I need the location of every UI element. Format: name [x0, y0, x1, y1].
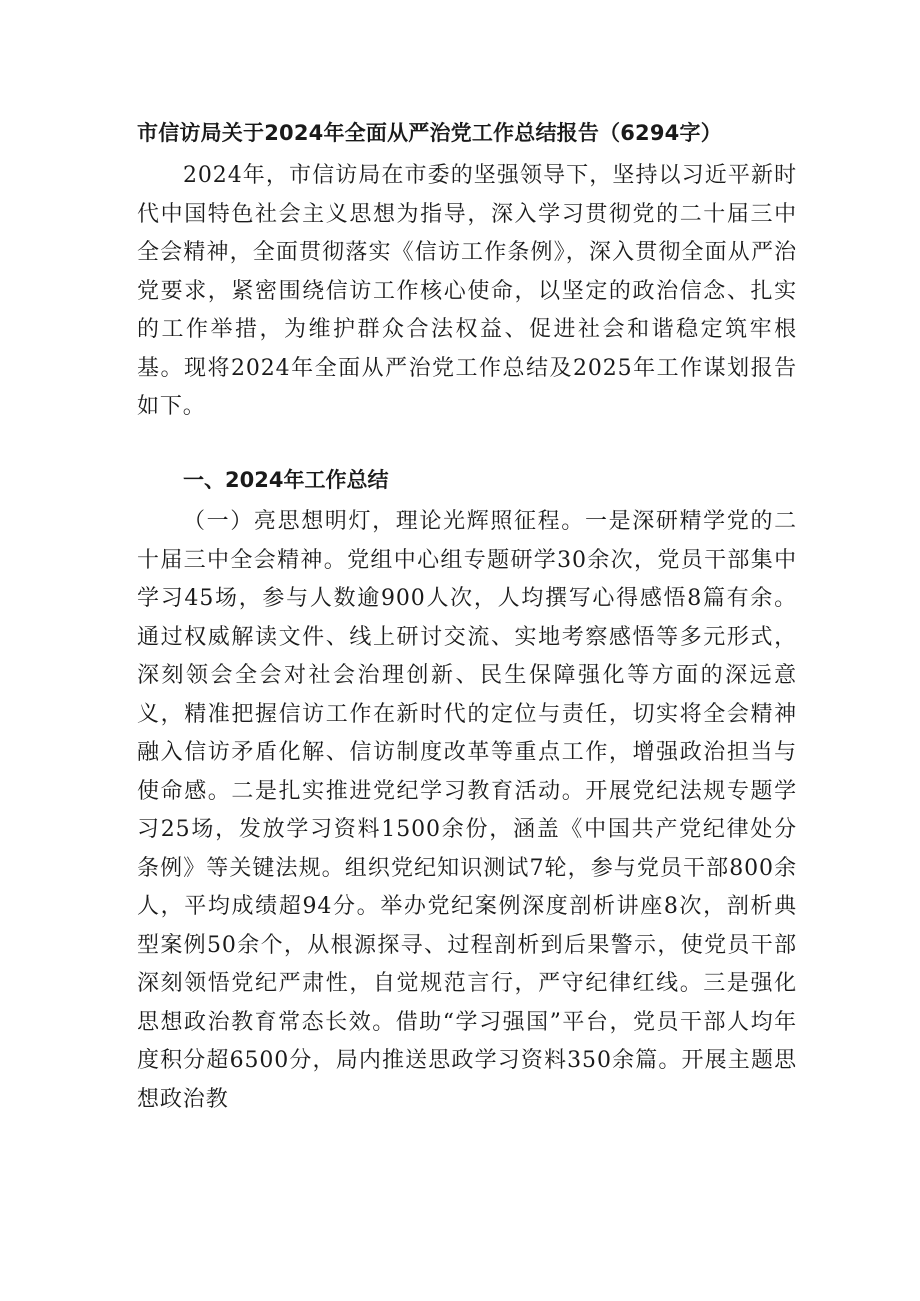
- intro-paragraph: 2024年，市信访局在市委的坚强领导下，坚持以习近平新时代中国特色社会主义思想为指导，深入学习贯彻党的二十届三中全会精神，全面贯彻落实《信访工作条例》，深入贯彻全面从严治党要求，紧密围绕信访工作核心使命，以坚定的政治信念、扎实的工作举措，为维护群众合法权益、促进社会和谐稳定筑牢根基。现将2024年全面从严治党工作总结及2025年工作谋划报告如下。: [137, 163, 797, 419]
- section-paragraph: （一）亮思想明灯，理论光辉照征程。一是深研精学党的二十届三中全会精神。党组中心组专题研学30余次，党员干部集中学习45场，参与人数逾900人次，人均撰写心得感悟8篇有余。通过权威解读文件、线上研讨交流、实地考察感悟等多元形式，深刻领会全会对社会治理创新、民生保障强化等方面的深远意义，精准把握信访工作在新时代的定位与责任，切实将全会精神融入信访矛盾化解、信访制度改革等重点工作，增强政治担当与使命感。二是扎实推进党纪学习教育活动。开展党纪法规专题学习25场，发放学习资料1500余份，涵盖《中国共产党纪律处分条例》等关键法规。组织党纪知识测试7轮，参与党员干部800余人，平均成绩超94分。举办党纪案例深度剖析讲座8次，剖析典型案例50余个，从根源探寻、过程剖析到后果警示，使党员干部深刻领悟党纪严肃性，自觉规范言行，严守纪律红线。三是强化思想政治教育常态长效。借助“学习强国”平台，党员干部人均年度积分超6500分，局内推送思政学习资料350余篇。开展主题思想政治教: [137, 509, 797, 1112]
- section-heading: 一、2024年工作总结: [183, 468, 389, 492]
- document-title: 市信访局关于2024年全面从严治党工作总结报告（6294字）: [137, 121, 722, 145]
